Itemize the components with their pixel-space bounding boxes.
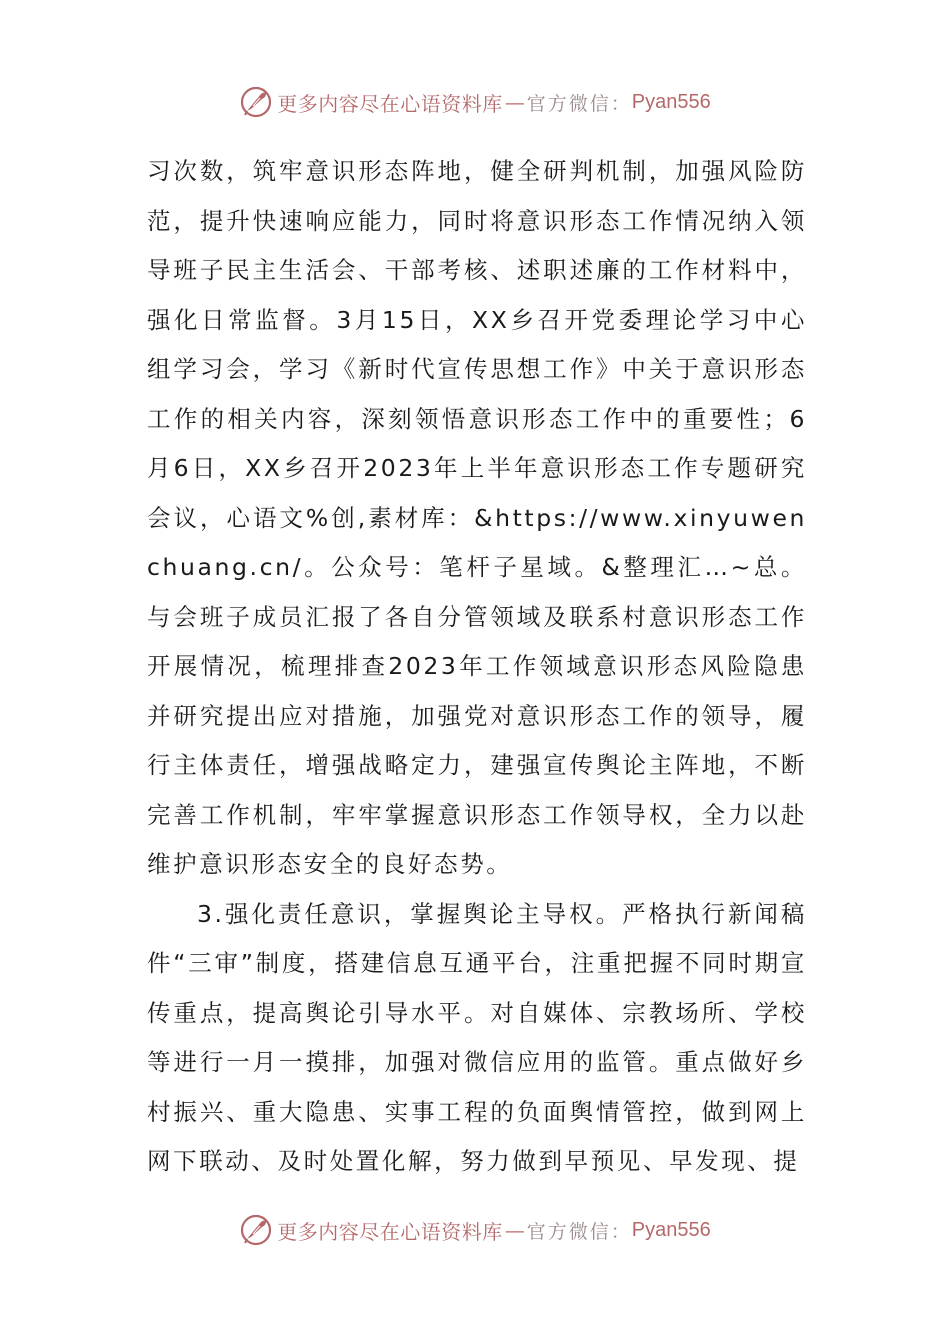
banner-separator: — <box>504 90 525 114</box>
wechat-label: 官方微信： <box>526 92 632 115</box>
document-body <box>147 147 807 1187</box>
wechat-label: 官方微信： <box>526 1220 632 1243</box>
quill-logo-icon <box>239 1213 273 1247</box>
wechat-id: Pyan556 <box>631 1218 711 1241</box>
quill-logo-icon <box>239 85 273 119</box>
body-paragraph-1: 习次数，筑牢意识形态阵地，健全研判机制，加强风险防范，提升快速响应能力，同时将意识形态工作情况纳入领导班子民主生活会、干部考核、述职述廉的工作材料中，强化日常监督。3月15日，XX乡召开党委理论学习中心组学习会，学习《新时代宣传思想工作》中关于意识形态工作的相关内容，深刻领悟意识形态工作中的重要性；6月6日，XX乡召开2023年上半年意识形态工作专题研究会议，心语文%创,素材库：&https://www.xinyuwenchuang.cn/。公众号：笔杆子星域。&整理汇…~总。与会班子成员汇报了各自分管领域及联系村意识形态工作开展情况，梳理排查2023年工作领域意识形态风险隐患并研究提出应对措施，加强党对意识形态工作的领导，履行主体责任，增强战略定力，建强宣传舆论主阵地，不断完善工作机制，牢牢掌握意识形态工作领导权，全力以赴维护意识形态安全的良好态势。 <box>147 157 807 878</box>
header-banner <box>0 82 950 122</box>
body-paragraph-2: 3.强化责任意识，掌握舆论主导权。严格执行新闻稿件“三审”制度，搭建信息互通平台，注重把握不同时期宣传重点，提高舆论引导水平。对自媒体、宗教场所、学校等进行一月一摸排，加强对微信应用的监管。重点做好乡村振兴、重大隐患、实事工程的负面舆情管控，做到网上网下联动、及时处置化解，努力做到早预见、早发现、提 <box>147 899 807 1175</box>
footer-banner <box>0 1210 950 1250</box>
banner-text: 更多内容尽在心语资料库 <box>277 1219 503 1244</box>
banner-separator: — <box>504 1218 525 1242</box>
banner-text: 更多内容尽在心语资料库 <box>277 91 503 116</box>
wechat-id: Pyan556 <box>631 90 711 113</box>
